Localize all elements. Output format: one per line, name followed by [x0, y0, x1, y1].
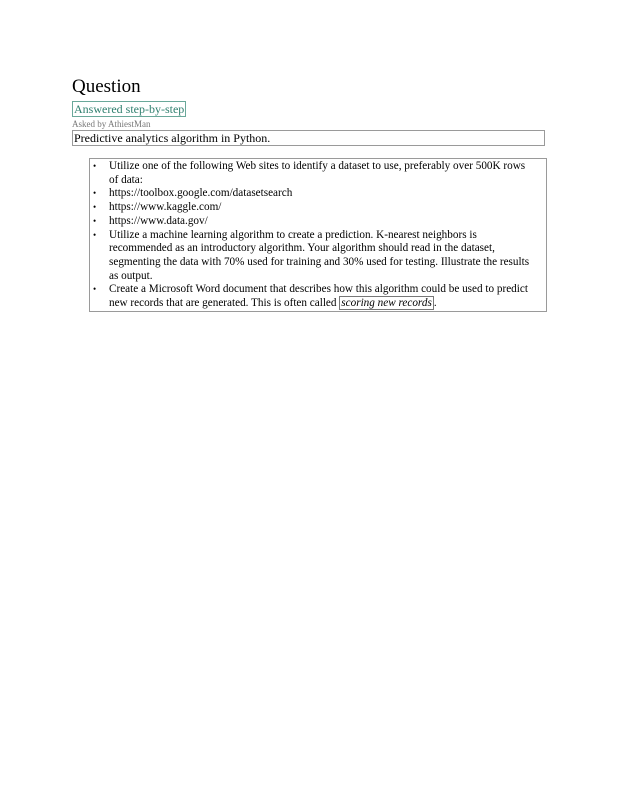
question-page — [72, 76, 547, 312]
list-item — [93, 283, 536, 310]
question-title: Predictive analytics algorithm in Python. — [72, 130, 545, 146]
bullet-icon: • — [93, 229, 97, 240]
list-item-text: Utilize a machine learning algorithm to create a prediction. K-nearest neighbors is recommended as an introductory algorithm. Your algorithm should read in the dataset, segmenting the data with 70% used for training and 30% used for testing. Illustrate the results as output. — [109, 228, 530, 282]
asked-by-label: Asked by AthiestMan — [72, 119, 151, 129]
list-item — [93, 201, 536, 215]
bullet-icon: • — [93, 161, 97, 171]
list-item — [93, 187, 536, 201]
list-item — [93, 228, 536, 284]
list-item-trailing: . — [433, 297, 437, 310]
page-heading: Question — [72, 76, 141, 97]
list-item — [93, 214, 536, 229]
list-item — [93, 160, 536, 187]
scoring-term: scoring new records — [341, 297, 432, 310]
bullet-icon: • — [93, 202, 97, 213]
bullet-icon: • — [93, 284, 97, 295]
answered-badge[interactable]: Answered step-by-step — [74, 102, 185, 116]
bullet-icon: • — [93, 215, 97, 226]
list-item-text: https://toolbox.google.com/datasetsearch — [109, 187, 293, 200]
requirements-list — [90, 160, 536, 311]
bullet-icon: • — [93, 188, 97, 199]
status-row — [72, 100, 547, 118]
list-item-text: Utilize one of the following Web sites to identify a dataset to use, preferably over 500K rows of data: — [109, 160, 526, 186]
list-item-text: https://www.kaggle.com/ — [109, 201, 222, 214]
list-item-text: https://www.data.gov/ — [109, 214, 208, 227]
question-body — [89, 158, 547, 312]
list-item-text: Create a Microsoft Word document that describes how this algorithm could be used to predict new records that are generated. This is often called — [109, 283, 528, 310]
